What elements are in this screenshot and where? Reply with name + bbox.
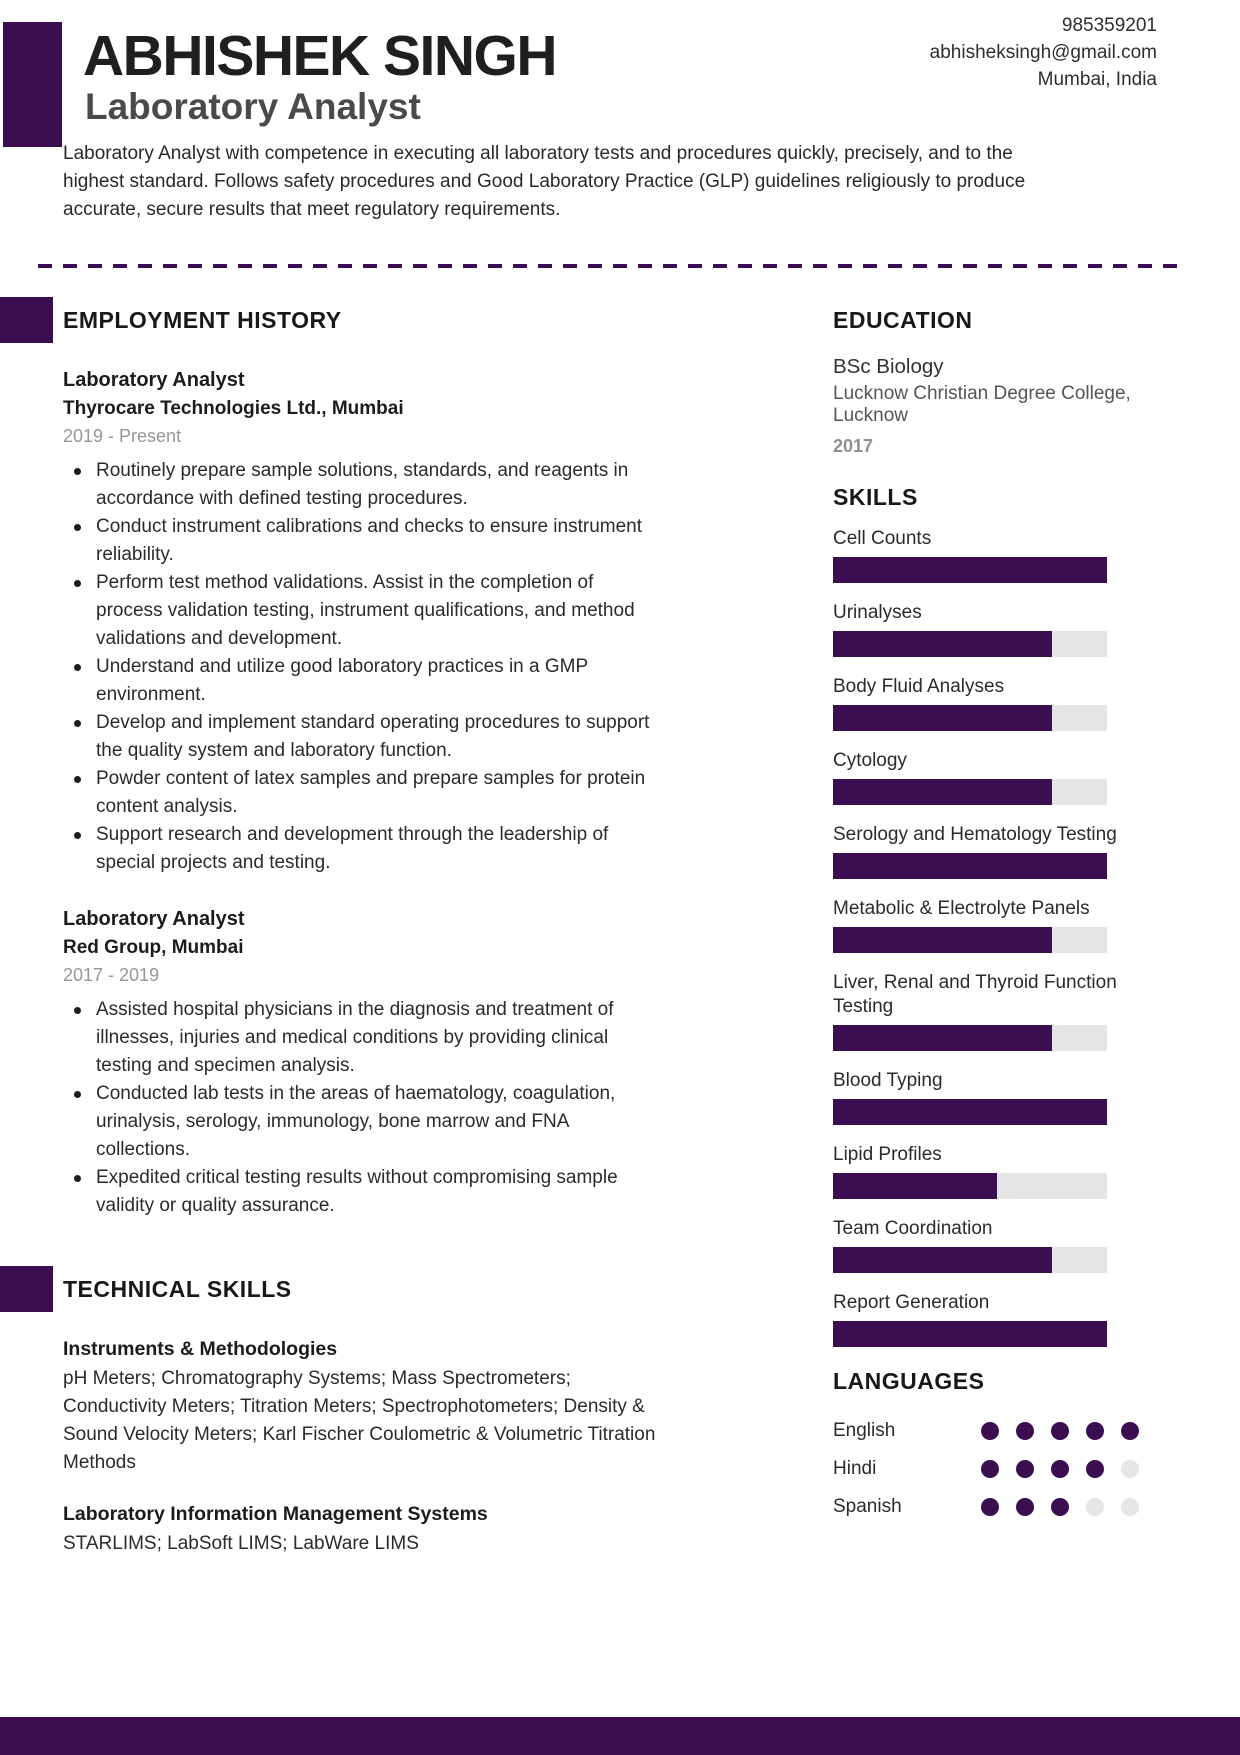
- employment-heading: EMPLOYMENT HISTORY: [63, 306, 342, 333]
- technical-skills-section: [63, 1266, 663, 1558]
- skill-bar-fill: [833, 631, 1052, 657]
- job-company: Thyrocare Technologies Ltd., Mumbai: [63, 398, 404, 419]
- skill-label: Serology and Hematology Testing: [833, 824, 1117, 845]
- language-dot-empty: [1121, 1460, 1139, 1478]
- skill-bar-fill: [833, 1025, 1052, 1051]
- contact-location: Mumbai, India: [1037, 69, 1157, 90]
- language-dot-empty: [1086, 1498, 1104, 1516]
- job-bullet: Conducted lab tests in the areas of haematology, coagulation, urinalysis, serology, immunology, bone marrow and FNA collections.: [63, 1080, 663, 1164]
- language-dot-filled: [981, 1422, 999, 1440]
- main-content: [0, 268, 1240, 1558]
- skill-item: [833, 675, 1157, 731]
- skill-label: Body Fluid Analyses: [833, 676, 1005, 697]
- job-entry: [63, 368, 663, 877]
- profile-summary: Laboratory Analyst with competence in executing all laboratory tests and procedures quickly, precisely, and to the highest standard. Follows safety procedures and Good Laboratory Practice (GLP) guidelines religiously to produce accurate, secure results that meet regulatory requirements.: [63, 143, 1026, 220]
- skill-item: [833, 749, 1157, 805]
- candidate-name: ABHISHEK SINGH: [83, 24, 557, 88]
- skill-item: [833, 527, 1157, 583]
- skill-item: [833, 897, 1157, 953]
- education-heading: EDUCATION: [833, 307, 973, 333]
- footer-accent-bar: [0, 1717, 1240, 1755]
- job-entry: [63, 907, 663, 1220]
- tech-group-title: Instruments & Methodologies: [63, 1338, 338, 1360]
- language-dot-rating: [981, 1498, 1139, 1516]
- language-dot-filled: [1051, 1460, 1069, 1478]
- job-bullet: Powder content of latex samples and prepare samples for protein content analysis.: [63, 765, 663, 821]
- job-dates: 2019 - Present: [63, 426, 182, 446]
- skill-bar-track: [833, 927, 1107, 953]
- language-label: Hindi: [833, 1458, 877, 1479]
- contact-phone: 985359201: [1061, 15, 1157, 36]
- skill-bar-track: [833, 779, 1107, 805]
- language-label: Spanish: [833, 1496, 902, 1517]
- skill-bar-fill: [833, 1247, 1052, 1273]
- job-bullet: Perform test method validations. Assist in the completion of process validation testing, instrument qualifications, and method validations and development.: [63, 569, 663, 653]
- languages-heading: LANGUAGES: [833, 1368, 985, 1394]
- skill-label: Team Coordination: [833, 1218, 993, 1239]
- skill-bar-track: [833, 853, 1107, 879]
- language-row: [833, 1495, 1157, 1519]
- education-section: [833, 297, 1157, 457]
- job-bullet: Conduct instrument calibrations and checks to ensure instrument reliability.: [63, 513, 663, 569]
- skill-bar-fill: [833, 557, 1107, 583]
- skills-section: [833, 481, 1157, 1347]
- language-dot-rating: [981, 1422, 1139, 1440]
- candidate-title: Laboratory Analyst: [85, 86, 421, 127]
- language-label: English: [833, 1420, 896, 1441]
- contact-info: [930, 12, 1157, 93]
- right-column: [833, 297, 1157, 1533]
- section-accent-square: [0, 297, 53, 343]
- left-column: [0, 297, 663, 1558]
- skills-heading: SKILLS: [833, 484, 918, 510]
- skill-bar-fill: [833, 1099, 1107, 1125]
- language-dot-filled: [1016, 1460, 1034, 1478]
- technical-skills-section-head: [63, 1266, 663, 1312]
- job-bullet: Assisted hospital physicians in the diagnosis and treatment of illnesses, injuries and medical conditions by providing clinical testing and specimen analysis.: [63, 996, 663, 1080]
- skill-item: [833, 1143, 1157, 1199]
- job-bullet-list: [63, 457, 663, 877]
- language-dot-filled: [1086, 1422, 1104, 1440]
- skill-item: [833, 1217, 1157, 1273]
- language-dot-filled: [1051, 1498, 1069, 1516]
- skill-label: Lipid Profiles: [833, 1144, 942, 1165]
- skill-bar-fill: [833, 1173, 997, 1199]
- education-degree: BSc Biology: [833, 355, 944, 378]
- skill-bar-track: [833, 705, 1107, 731]
- job-bullet-list: [63, 996, 663, 1220]
- skill-bar-fill: [833, 779, 1052, 805]
- tech-group-title: Laboratory Information Management Systems: [63, 1503, 488, 1525]
- language-dot-filled: [981, 1460, 999, 1478]
- language-row: [833, 1457, 1157, 1481]
- skill-label: Cell Counts: [833, 528, 932, 549]
- skill-label: Metabolic & Electrolyte Panels: [833, 898, 1090, 919]
- language-dot-filled: [1121, 1422, 1139, 1440]
- job-bullet: Develop and implement standard operating procedures to support the quality system and laboratory function.: [63, 709, 663, 765]
- skill-label: Liver, Renal and Thyroid Function Testing: [833, 972, 1117, 1017]
- skill-bar-fill: [833, 853, 1107, 879]
- job-title: Laboratory Analyst: [63, 369, 245, 391]
- skill-label: Blood Typing: [833, 1070, 943, 1091]
- skill-item: [833, 1291, 1157, 1347]
- language-dot-filled: [1051, 1422, 1069, 1440]
- language-dot-empty: [1121, 1498, 1139, 1516]
- skill-bar-track: [833, 1025, 1107, 1051]
- language-dot-filled: [1016, 1498, 1034, 1516]
- job-bullet: Expedited critical testing results without compromising sample validity or quality assurance.: [63, 1164, 663, 1220]
- job-dates: 2017 - 2019: [63, 965, 160, 985]
- section-accent-square: [0, 1266, 53, 1312]
- skill-item: [833, 823, 1157, 879]
- job-company: Red Group, Mumbai: [63, 937, 244, 958]
- skill-bar-track: [833, 1321, 1107, 1347]
- header-accent-block: [3, 22, 62, 147]
- skill-label: Urinalyses: [833, 602, 922, 623]
- language-dot-filled: [1016, 1422, 1034, 1440]
- language-dot-filled: [981, 1498, 999, 1516]
- header: [0, 0, 1240, 268]
- skill-bar-fill: [833, 705, 1052, 731]
- contact-email: abhisheksingh@gmail.com: [929, 42, 1157, 63]
- skill-item: [833, 1069, 1157, 1125]
- skill-label: Cytology: [833, 750, 907, 771]
- employment-history-section: [63, 297, 663, 1220]
- tech-group-body: pH Meters; Chromatography Systems; Mass Spectrometers; Conductivity Meters; Titration Meters; Spectrophotometers; Density & Sound Velocity Meters; Karl Fischer Coulometric & Volumetric Titration Methods: [63, 1368, 656, 1473]
- skill-bar-fill: [833, 927, 1052, 953]
- dashed-divider: [38, 264, 1178, 268]
- tech-group-body: STARLIMS; LabSoft LIMS; LabWare LIMS: [63, 1533, 419, 1554]
- skill-bar-track: [833, 1173, 1107, 1199]
- skill-item: [833, 971, 1157, 1051]
- skill-bar-track: [833, 1099, 1107, 1125]
- language-dot-filled: [1086, 1460, 1104, 1478]
- skill-bar-track: [833, 631, 1107, 657]
- tech-skill-group: [63, 1503, 663, 1558]
- skill-bar-fill: [833, 1321, 1107, 1347]
- education-year: 2017: [833, 436, 874, 456]
- technical-skills-heading: TECHNICAL SKILLS: [63, 1275, 292, 1302]
- job-bullet: Understand and utilize good laboratory practices in a GMP environment.: [63, 653, 663, 709]
- skill-bar-track: [833, 557, 1107, 583]
- language-row: [833, 1419, 1157, 1443]
- job-bullet: Support research and development through the leadership of special projects and testing.: [63, 821, 663, 877]
- skill-bar-track: [833, 1247, 1107, 1273]
- employment-section-head: [63, 297, 663, 343]
- job-title: Laboratory Analyst: [63, 908, 245, 930]
- skill-item: [833, 601, 1157, 657]
- language-dot-rating: [981, 1460, 1139, 1478]
- languages-section: [833, 1365, 1157, 1519]
- education-school: Lucknow Christian Degree College, Lucknow: [833, 383, 1131, 426]
- tech-skill-group: [63, 1338, 663, 1477]
- job-bullet: Routinely prepare sample solutions, standards, and reagents in accordance with defined testing procedures.: [63, 457, 663, 513]
- skill-label: Report Generation: [833, 1292, 990, 1313]
